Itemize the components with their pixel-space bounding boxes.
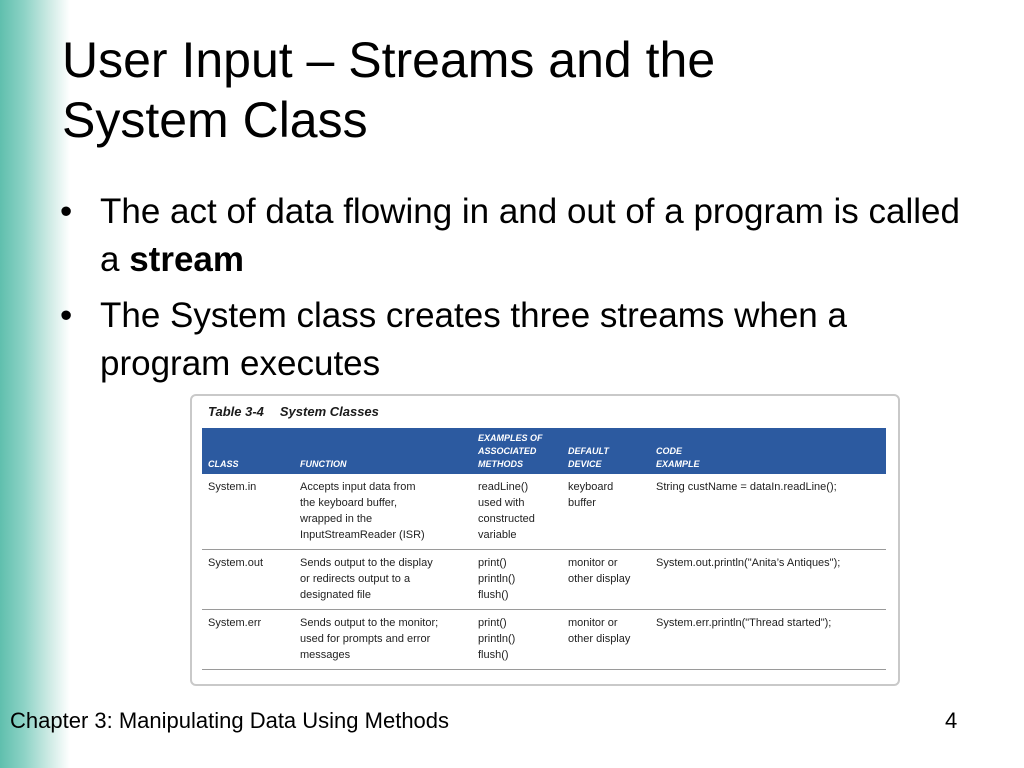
bullet-bold-term: stream — [129, 240, 244, 279]
bullet-icon: • — [60, 192, 73, 231]
table-row — [202, 474, 886, 550]
cell-class: System.err — [202, 610, 294, 670]
cell-function: Accepts input data from the keyboard buffer, wrapped in the InputStreamReader (ISR) — [294, 474, 472, 550]
bullet-icon: • — [60, 296, 73, 335]
cell-methods: print() println() flush() — [472, 550, 562, 610]
cell-device: keyboard buffer — [562, 474, 650, 550]
bullet-text: The act of data flowing in and out of a program is called a — [100, 192, 960, 279]
cell-function: Sends output to the display or redirects output to a designated file — [294, 550, 472, 610]
slide-title — [62, 30, 962, 150]
bullet-item — [60, 188, 970, 284]
table-caption-title: System Classes — [279, 404, 379, 419]
bullet-item — [60, 292, 970, 388]
header-code-example: CODE EXAMPLE — [650, 428, 886, 474]
cell-methods: readLine() used with constructed variable — [472, 474, 562, 550]
cell-code: System.err.println("Thread started"); — [650, 610, 886, 670]
cell-class: System.in — [202, 474, 294, 550]
system-classes-table — [202, 428, 886, 670]
system-classes-table-figure — [190, 394, 900, 686]
table-caption — [208, 404, 379, 419]
title-line-2: System Class — [62, 92, 368, 148]
cell-device: monitor or other display — [562, 610, 650, 670]
table-row — [202, 550, 886, 610]
cell-function: Sends output to the monitor; used for prompts and error messages — [294, 610, 472, 670]
slide-number: 4 — [945, 708, 958, 733]
table-caption-number: Table 3-4 — [208, 404, 264, 419]
table-header-row — [202, 428, 886, 474]
header-class: CLASS — [202, 428, 294, 474]
header-methods: EXAMPLES OF ASSOCIATED METHODS — [472, 428, 562, 474]
title-line-1: User Input – Streams and the — [62, 32, 716, 88]
bullet-text: The System class creates three streams when a program executes — [100, 296, 847, 383]
cell-methods: print() println() flush() — [472, 610, 562, 670]
cell-code: System.out.println("Anita’s Antiques"); — [650, 550, 886, 610]
cell-code: String custName = dataIn.readLine(); — [650, 474, 886, 550]
cell-device: monitor or other display — [562, 550, 650, 610]
bullet-list — [60, 188, 970, 396]
table-row — [202, 610, 886, 670]
cell-class: System.out — [202, 550, 294, 610]
header-function: FUNCTION — [294, 428, 472, 474]
footer-chapter-title: Chapter 3: Manipulating Data Using Methods — [10, 708, 450, 733]
header-default-device: DEFAULT DEVICE — [562, 428, 650, 474]
